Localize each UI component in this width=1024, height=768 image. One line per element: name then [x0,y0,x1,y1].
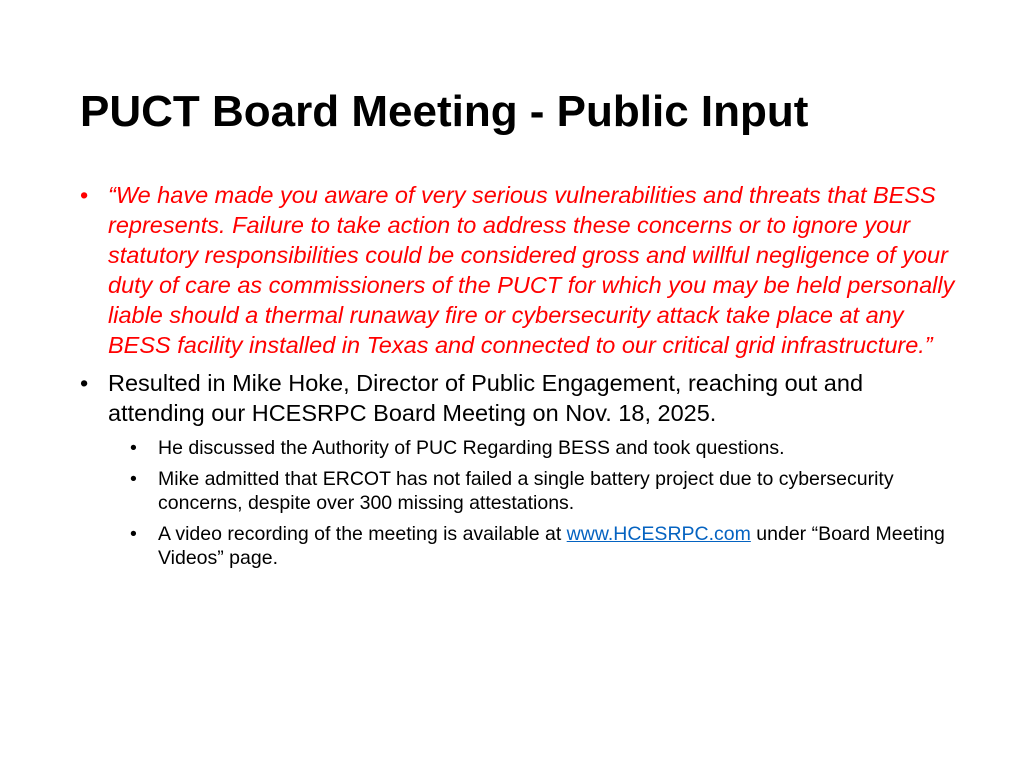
sub-bullet-text: He discussed the Authority of PUC Regarding BESS and took questions. [158,437,785,459]
bullet-marker: • [80,182,89,208]
sub-bullet-item [130,436,960,460]
slide-title: PUCT Board Meeting - Public Input [80,87,809,136]
slide-content [80,180,960,577]
quote-text: “We have made you aware of very serious vulnerabilities and threats that BESS represents. Failure to take action to address these concerns or to ignore your statutory responsibilities could be considered gross and willful negligence of your duty of care as commissioners of the PUCT for which you may be held personally liable should a thermal runaway fire or cybersecurity attack take place at any BESS facility installed in Texas and connected to our critical grid infrastructure.” [108,182,955,358]
bullet-marker: • [130,437,137,459]
bullet-marker: • [130,468,137,490]
sub-bullet-item [130,522,960,570]
bullet-marker: • [130,523,137,545]
quote-bullet [80,180,960,360]
result-bullet [80,368,960,428]
result-text: Resulted in Mike Hoke, Director of Public Engagement, reaching out and attending our HCESRPC Board Meeting on Nov. 18, 2025. [108,370,864,426]
sub-bullet-text-start: A video recording of the meeting is available at [158,523,567,545]
bullet-marker: • [80,370,89,396]
sub-bullet-list [130,436,960,570]
sub-bullet-text-end: under “Board Meeting Videos” page. [158,523,945,569]
sub-bullet-item [130,467,960,515]
sub-bullet-text: Mike admitted that ERCOT has not failed a single battery project due to cybersecurity concerns, despite over 300 missing attestations. [158,468,894,514]
website-link[interactable]: www.HCESRPC.com [566,523,751,545]
